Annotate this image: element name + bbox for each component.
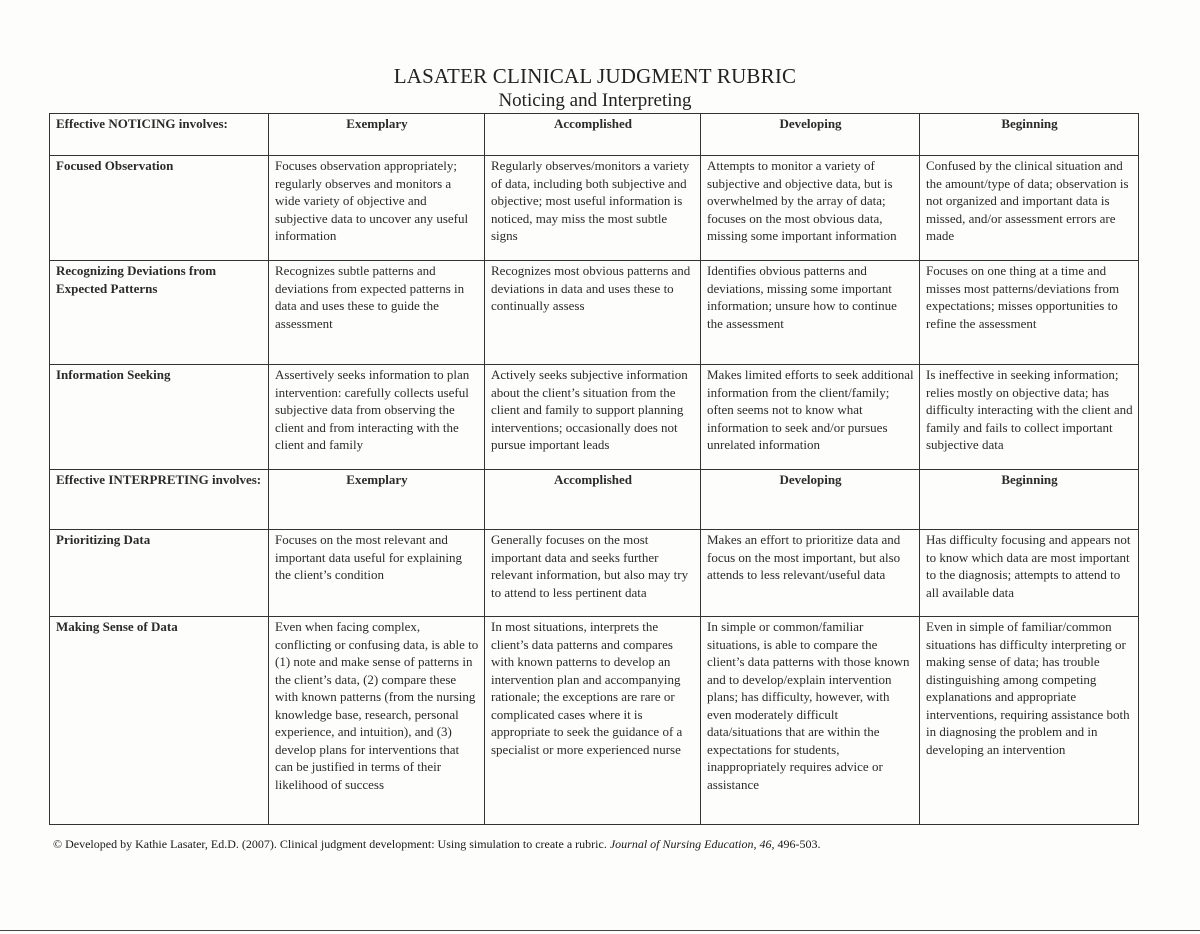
column-header-exemplary: Exemplary (269, 470, 485, 530)
cell-accomplished: Recognizes most obvious patterns and deviations in data and uses these to continually assess (485, 261, 701, 365)
cell-beginning: Confused by the clinical situation and the amount/type of data; observation is not organized and important data is missed, and/or assessment errors are made (920, 156, 1139, 261)
page-subtitle: Noticing and Interpreting (498, 90, 692, 111)
cell-beginning: Focuses on one thing at a time and misses most patterns/deviations from expectations; misses opportunities to refine the assessment (920, 261, 1139, 365)
cell-accomplished: Regularly observes/monitors a variety of data, including both subjective and objective; most useful information is noticed, may miss the most subtle signs (485, 156, 701, 261)
cell-beginning: Is ineffective in seeking information; relies mostly on objective data; has difficulty interacting with the client and family and fails to collect important subjective data (920, 365, 1139, 470)
table-row (50, 261, 1139, 365)
interpreting-section-header: Effective INTERPRETING involves: (50, 470, 269, 530)
cell-developing: Makes an effort to prioritize data and focus on the most important, but also attends to less relevant/useful data (701, 530, 920, 617)
row-label-recognizing-deviations: Recognizing Deviations from Expected Patterns (50, 261, 269, 365)
cell-developing: In simple or common/familiar situations, is able to compare the client’s data patterns with those known and to develop/explain intervention plans; has difficulty, however, with even moderately difficult data/situations that are within the expectations for students, inappropriately requires advice or assistance (701, 617, 920, 825)
noticing-header-row (50, 114, 1139, 156)
column-header-beginning: Beginning (920, 114, 1139, 156)
cell-exemplary: Focuses observation appropriately; regularly observes and monitors a wide variety of objective and subjective data to uncover any useful information (269, 156, 485, 261)
cell-beginning: Even in simple of familiar/common situations has difficulty interpreting or making sense of data; has trouble distinguishing among competing explanations and appropriate interventions, requiring assistance both in diagnosing the problem and in developing an intervention (920, 617, 1139, 825)
cell-beginning: Has difficulty focusing and appears not to know which data are most important to the diagnosis; attempts to attend to all available data (920, 530, 1139, 617)
cell-exemplary: Even when facing complex, conflicting or confusing data, is able to (1) note and make sense of patterns in the client’s data, (2) compare these with known patterns (from the nursing knowledge base, research, personal experience, and intuition), and (3) develop plans for interventions that can be justified in terms of their likelihood of success (269, 617, 485, 825)
interpreting-header-row (50, 470, 1139, 530)
cell-developing: Makes limited efforts to seek additional information from the client/family; often seems not to know what information to seek and/or pursues unrelated information (701, 365, 920, 470)
column-header-developing: Developing (701, 114, 920, 156)
cell-accomplished: Actively seeks subjective information about the client’s situation from the client and family to support planning interventions; occasionally does not pursue important leads (485, 365, 701, 470)
cell-developing: Attempts to monitor a variety of subjective and objective data, but is overwhelmed by the array of data; focuses on the most obvious data, missing some important information (701, 156, 920, 261)
page-title: LASATER CLINICAL JUDGMENT RUBRIC (393, 64, 797, 88)
table-row (50, 365, 1139, 470)
table-row (50, 617, 1139, 825)
citation-text: © Developed by Kathie Lasater, Ed.D. (2007). Clinical judgment development: Using simulation to create a rubric. (53, 837, 607, 851)
table-row (50, 530, 1139, 617)
noticing-section-header: Effective NOTICING involves: (50, 114, 269, 156)
row-label-focused-observation: Focused Observation (50, 156, 269, 261)
cell-exemplary: Assertively seeks information to plan intervention: carefully collects useful subjective data from observing the client and from interacting with the client and family (269, 365, 485, 470)
page-bottom-divider (0, 930, 1200, 931)
column-header-developing: Developing (701, 470, 920, 530)
column-header-accomplished: Accomplished (485, 470, 701, 530)
cell-accomplished: In most situations, interprets the client’s data patterns and compares with known patterns to develop an intervention plan and accompanying rationale; the exceptions are rare or complicated cases where it is appropriate to seek the guidance of a specialist or more experienced nurse (485, 617, 701, 825)
table-row (50, 156, 1139, 261)
citation-journal: Journal of Nursing Education, 46, (609, 837, 775, 851)
cell-exemplary: Recognizes subtle patterns and deviations from expected patterns in data and uses these to guide the assessment (269, 261, 485, 365)
citation-footer (53, 837, 821, 852)
row-label-making-sense-of-data: Making Sense of Data (50, 617, 269, 825)
rubric-table (49, 113, 1139, 825)
cell-accomplished: Generally focuses on the most important data and seeks further relevant information, but also may try to attend to less pertinent data (485, 530, 701, 617)
cell-developing: Identifies obvious patterns and deviations, missing some important information; unsure how to continue the assessment (701, 261, 920, 365)
column-header-exemplary: Exemplary (269, 114, 485, 156)
cell-exemplary: Focuses on the most relevant and important data useful for explaining the client’s condition (269, 530, 485, 617)
citation-pages: 496-503. (777, 837, 821, 851)
column-header-beginning: Beginning (920, 470, 1139, 530)
row-label-prioritizing-data: Prioritizing Data (50, 530, 269, 617)
column-header-accomplished: Accomplished (485, 114, 701, 156)
row-label-information-seeking: Information Seeking (50, 365, 269, 470)
